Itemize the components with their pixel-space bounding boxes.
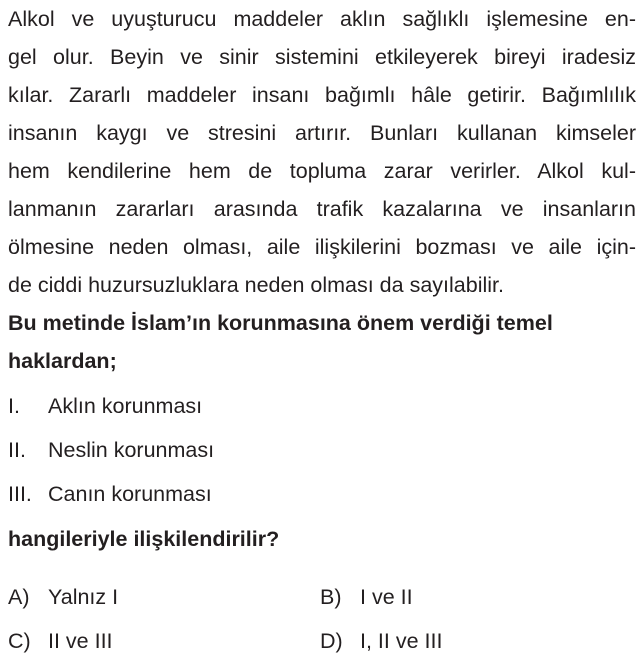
roman-numeral: I.	[8, 394, 20, 418]
choice-letter: D)	[320, 629, 343, 653]
passage-line: ölmesine neden olması, aile ilişkilerini bozması ve aile için-	[8, 235, 636, 259]
question-stem-line: haklardan;	[8, 349, 117, 373]
choice-d[interactable]	[320, 619, 632, 663]
passage-line: gel olur. Beyin ve sinir sistemini etkileyerek bireyi iradesiz	[8, 45, 636, 69]
choice-text: Yalnız I	[48, 585, 119, 609]
choice-text: I ve II	[360, 585, 413, 609]
passage-line: de ciddi huzursuzluklara neden olması da sayılabilir.	[8, 273, 504, 297]
roman-item-text: Canın korunması	[48, 482, 212, 506]
roman-item-2	[8, 428, 636, 472]
choice-letter: C)	[8, 629, 31, 653]
question-stem	[8, 304, 636, 380]
roman-numeral: II.	[8, 438, 26, 462]
passage-line: Alkol ve uyuşturucu maddeler aklın sağlıklı işlemesine en-	[8, 7, 636, 31]
roman-item-text: Neslin korunması	[48, 438, 215, 462]
passage-line: lanmanın zararları arasında trafik kazalarına ve insanların	[8, 197, 636, 221]
passage	[8, 0, 636, 304]
roman-item-1	[8, 384, 636, 428]
question-stem-line: Bu metinde İslam’ın korunmasına önem verdiği temel	[8, 311, 553, 335]
passage-line: kılar. Zararlı maddeler insanı bağımlı hâle getirir. Bağımlılık	[8, 83, 636, 107]
choice-c[interactable]	[8, 619, 320, 663]
choice-row	[8, 575, 636, 619]
roman-numeral-list	[8, 384, 636, 516]
choice-text: I, II ve III	[360, 629, 443, 653]
choice-b[interactable]	[320, 575, 632, 619]
question-block	[8, 0, 636, 562]
choice-letter: A)	[8, 585, 30, 609]
choice-a[interactable]	[8, 575, 320, 619]
passage-line: insanın kaygı ve stresini artırır. Bunları kullanan kimseler	[8, 121, 636, 145]
choice-text: II ve III	[48, 629, 113, 653]
choice-row	[8, 619, 636, 663]
roman-item-3	[8, 472, 636, 516]
choice-letter: B)	[320, 585, 342, 609]
roman-numeral: III.	[8, 482, 32, 506]
answer-choices	[8, 575, 636, 663]
passage-line: hem kendilerine hem de topluma zarar verirler. Alkol kul-	[8, 159, 636, 183]
question-closing: hangileriyle ilişkilendirilir?	[8, 527, 280, 551]
roman-item-text: Aklın korunması	[48, 394, 203, 418]
